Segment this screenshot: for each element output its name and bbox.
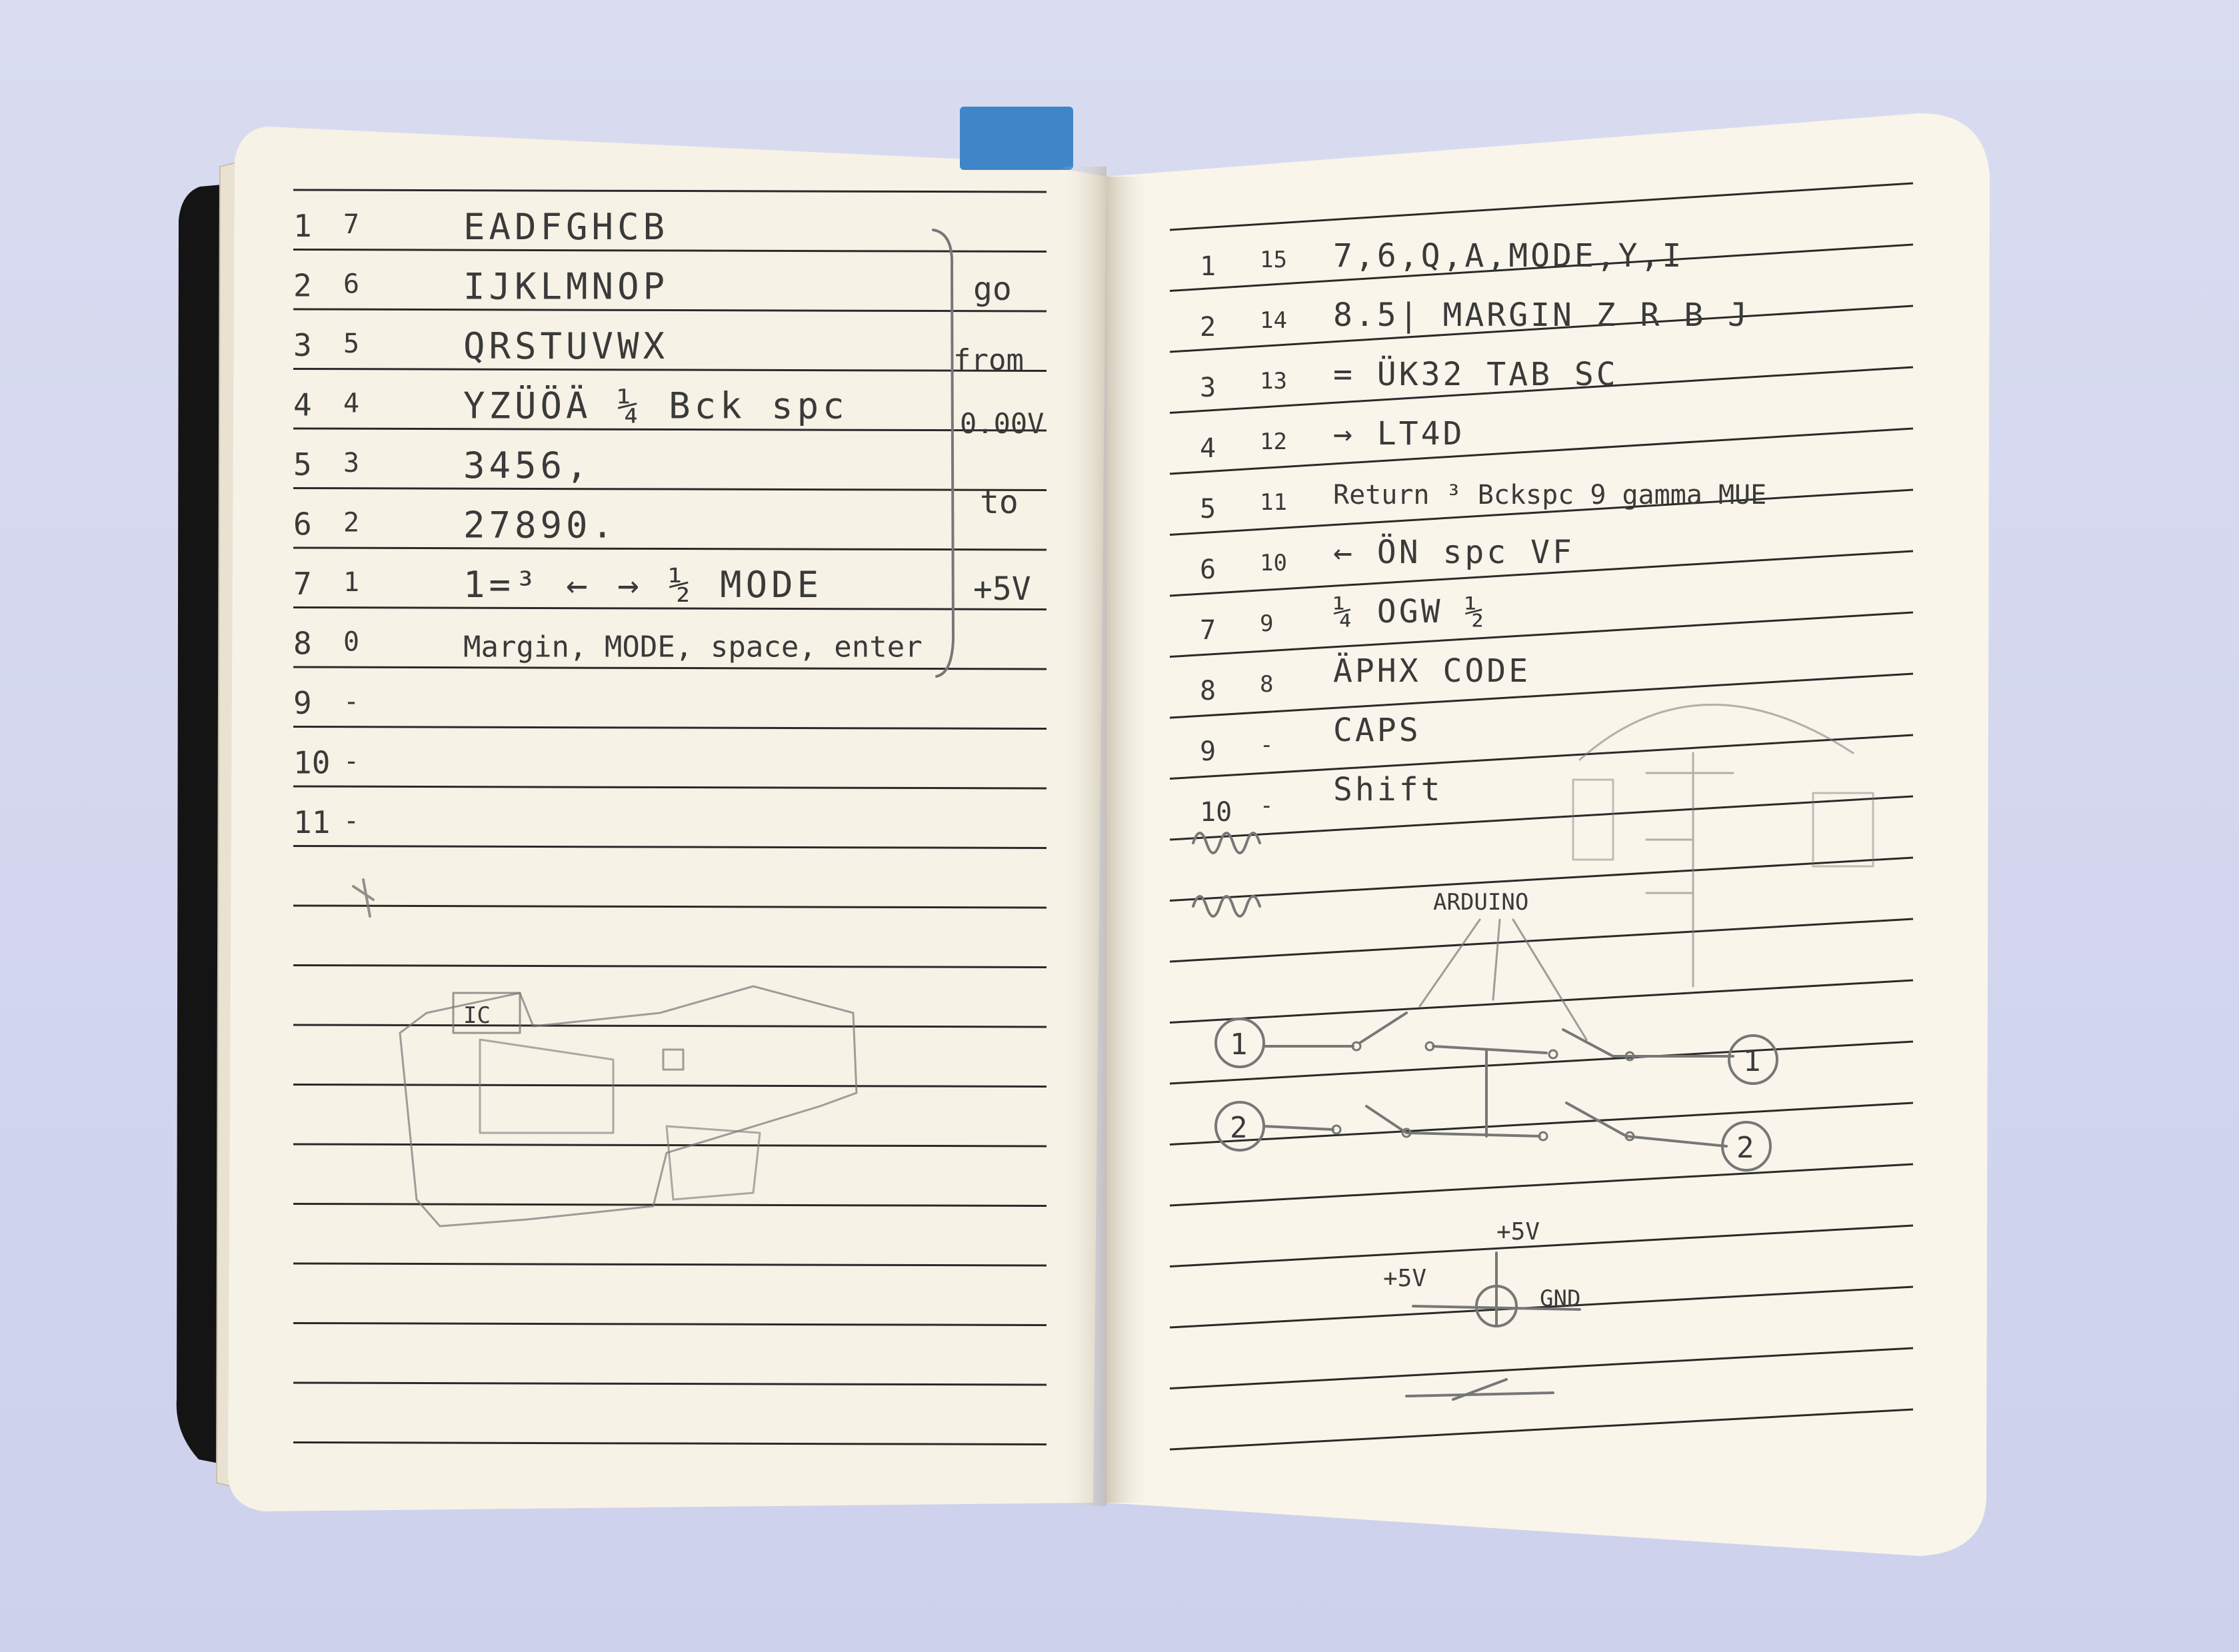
row-key: 5 (343, 329, 360, 359)
row-key: 0 (343, 626, 360, 658)
row-number: 10 (1200, 797, 1232, 828)
row-number: 7 (1200, 615, 1216, 646)
row-text: 7,6,Q,A,MODE,Y,I (1333, 237, 1684, 275)
row-text: Return ³ Bckspc 9 gamma MUE (1333, 480, 1767, 510)
row-key: - (1260, 732, 1274, 758)
row-text: EADFGHCB (463, 206, 669, 248)
row-number: 1 (293, 208, 312, 244)
row-text: QRSTUVWX (463, 325, 669, 367)
row-text: ÄPHX CODE (1333, 652, 1531, 690)
row-key: 9 (1260, 610, 1274, 637)
bracket-note-1: from (953, 343, 1024, 377)
node-1-right: 1 (1743, 1044, 1761, 1078)
row-number: 5 (1200, 494, 1216, 524)
row-key: 11 (1260, 489, 1287, 516)
row-key: 12 (1260, 428, 1287, 455)
node-2-right: 2 (1736, 1131, 1754, 1165)
supply-label-top: +5V (1496, 1218, 1540, 1245)
row-key: 3 (343, 448, 360, 478)
row-key: 14 (1260, 307, 1287, 334)
row-key: 13 (1260, 368, 1287, 395)
row-text: → LT4D (1333, 415, 1465, 452)
left-row (293, 804, 359, 840)
row-number: 2 (293, 267, 312, 304)
row-key: 10 (1260, 550, 1287, 576)
row-key: 6 (343, 269, 360, 300)
node-2-left: 2 (1230, 1111, 1248, 1145)
row-text: Margin, MODE, space, enter (463, 630, 923, 664)
row-number: 10 (293, 744, 331, 781)
bracket-note-3: to (980, 484, 1019, 521)
row-key: 1 (343, 567, 360, 598)
row-key: - (1260, 792, 1274, 819)
row-number: 5 (293, 446, 312, 482)
row-text: 27890. (463, 504, 618, 546)
bookmark-tab (960, 107, 1073, 170)
sketch-ic-label: IC (463, 1002, 491, 1029)
row-number: 6 (1200, 554, 1216, 585)
supply-label-left: +5V (1383, 1265, 1427, 1292)
row-number: 3 (1200, 373, 1216, 403)
row-key: - (343, 746, 360, 777)
bracket-note-2: 0.00V (960, 407, 1045, 440)
row-text: CAPS (1333, 712, 1421, 749)
arduino-label: ARDUINO (1433, 889, 1529, 916)
row-number: 2 (1200, 312, 1216, 343)
row-number: 4 (293, 387, 312, 423)
row-text: = ÜK32 TAB SC (1333, 356, 1618, 393)
bracket-note-4: +5V (973, 570, 1031, 608)
row-key: - (343, 686, 360, 717)
row-number: 3 (293, 327, 312, 363)
row-key: 15 (1260, 247, 1287, 273)
row-text: ¼ OGW ½ (1333, 593, 1487, 630)
row-key: 8 (1260, 671, 1274, 698)
left-page (228, 107, 1107, 1511)
row-number: 8 (293, 625, 312, 662)
row-number: 1 (1200, 251, 1216, 282)
ground-label: GND (1540, 1285, 1581, 1312)
row-text: ← ÖN spc VF (1333, 534, 1574, 571)
row-number: 6 (293, 506, 312, 542)
row-number: 4 (1200, 433, 1216, 464)
row-text: IJKLMNOP (463, 265, 669, 308)
row-text: 8.5| MARGIN Z R B J (1333, 297, 1750, 334)
row-key: 4 (343, 388, 360, 419)
row-number: 11 (293, 804, 331, 840)
bracket-note-0: go (973, 271, 1012, 308)
row-key: 7 (343, 209, 360, 240)
left-row (293, 745, 359, 781)
row-number: 9 (293, 685, 312, 721)
row-number: 8 (1200, 676, 1216, 706)
row-key: - (343, 806, 360, 836)
row-text: 1=³ ← → ½ MODE (463, 564, 823, 606)
node-1-left: 1 (1230, 1028, 1248, 1062)
row-key: 2 (343, 507, 360, 538)
row-number: 9 (1200, 736, 1216, 767)
row-text: Shift (1333, 771, 1443, 808)
row-text: 3456, (463, 444, 592, 486)
row-number: 7 (293, 566, 312, 602)
row-text: YZÜÖÄ ¼ Bck spc (463, 385, 849, 427)
